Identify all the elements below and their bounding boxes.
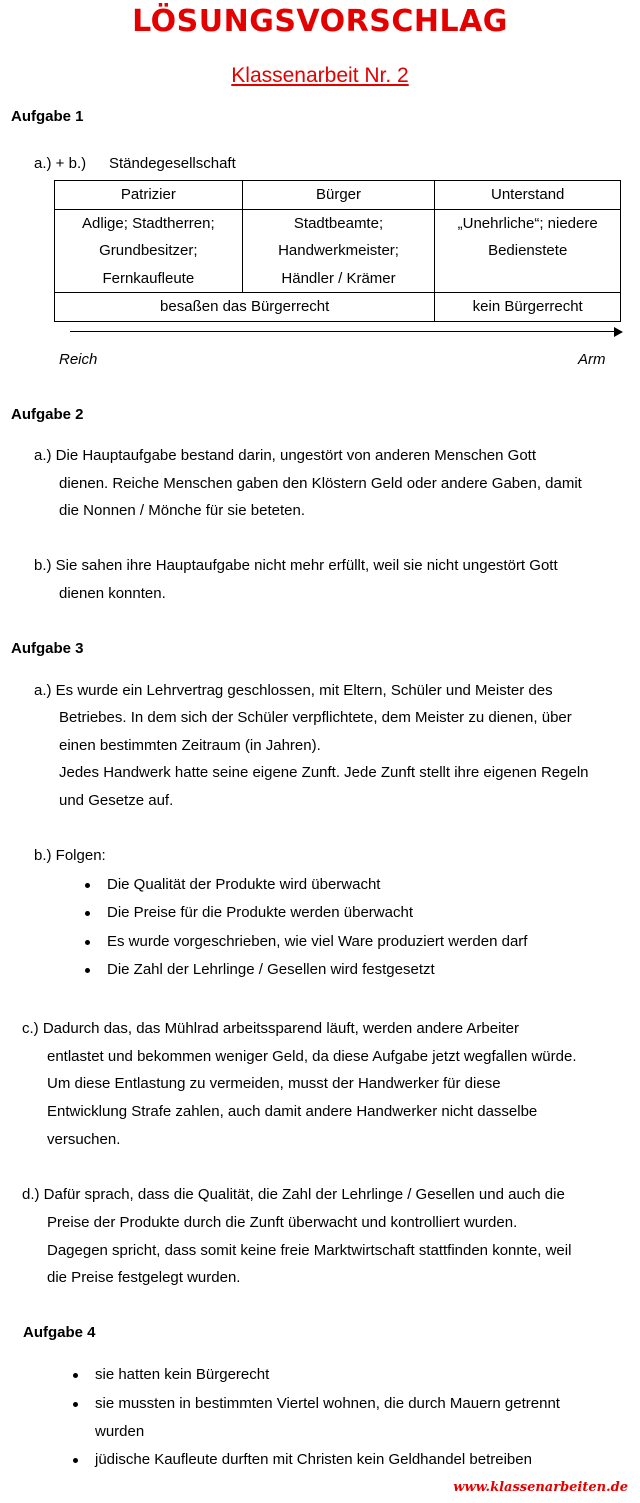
aufgabe3-d-line: Preise der Produkte durch die Zunft überwacht und kontrolliert wurden. xyxy=(47,1214,518,1231)
table-header-row xyxy=(55,181,621,210)
cell-line: Handwerkmeister; xyxy=(278,242,399,259)
list-item: jüdische Kaufleute durften mit Christen kein Geldhandel betreiben xyxy=(95,1451,532,1468)
axis-label-arm: Arm xyxy=(578,351,606,368)
cell-line: Stadtbeamte; xyxy=(293,214,384,232)
table-title: Ständegesellschaft xyxy=(109,155,236,172)
cell-unterstand xyxy=(435,209,621,293)
list-item: Die Preise für die Produkte werden überwacht xyxy=(107,904,413,921)
cell-line: „Unehrliche“; niedere xyxy=(457,214,598,232)
cell-buergerrecht: besaßen das Bürgerrecht xyxy=(55,293,435,322)
list-item: Es wurde vorgeschrieben, wie viel Ware produziert werden darf xyxy=(107,933,528,950)
list-item: sie hatten kein Bürgerecht xyxy=(95,1366,270,1383)
cell-line: Bedienstete xyxy=(488,242,568,259)
wealth-arrow-line xyxy=(70,331,618,332)
page-title: LÖSUNGSVORSCHLAG xyxy=(132,4,508,39)
bullet-icon xyxy=(73,1402,78,1407)
bullet-icon xyxy=(73,1458,78,1463)
cell-buerger xyxy=(242,209,435,293)
aufgabe2-a-line: dienen. Reiche Menschen gaben den Klöstern Geld oder andere Gaben, damit xyxy=(59,475,582,492)
aufgabe3-a-line: a.) Es wurde ein Lehrvertrag geschlossen, mit Eltern, Schüler und Meister des xyxy=(34,682,553,699)
aufgabe3-c-line: Entwicklung Strafe zahlen, auch damit andere Handwerker nicht dasselbe xyxy=(47,1103,538,1120)
aufgabe3-c-line: Um diese Entlastung zu vermeiden, musst der Handwerker für diese xyxy=(47,1075,501,1092)
aufgabe3-c-line: versuchen. xyxy=(47,1131,121,1148)
aufgabe3-d-line: d.) Dafür sprach, dass die Qualität, die Zahl der Lehrlinge / Gesellen und auch die xyxy=(22,1186,565,1203)
col-header-buerger: Bürger xyxy=(242,181,435,210)
list-item-continuation: wurden xyxy=(95,1423,145,1440)
col-header-patrizier: Patrizier xyxy=(55,181,243,210)
bullet-icon xyxy=(85,883,90,888)
heading-aufgabe-3: Aufgabe 3 xyxy=(11,640,84,657)
aufgabe3-a-line: Betriebes. In dem sich der Schüler verpflichtete, dem Meister zu dienen, über xyxy=(59,709,572,726)
aufgabe2-b-line: b.) Sie sahen ihre Hauptaufgabe nicht mehr erfüllt, weil sie nicht ungestört Gott xyxy=(34,557,558,574)
aufgabe3-c-line: entlastet und bekommen weniger Geld, da diese Aufgabe jetzt wegfallen würde. xyxy=(47,1048,577,1065)
list-item: Die Qualität der Produkte wird überwacht xyxy=(107,876,381,893)
cell-patrizier xyxy=(55,209,243,293)
aufgabe2-a-line: die Nonnen / Mönche für sie beteten. xyxy=(59,502,305,519)
page-subtitle: Klassenarbeit Nr. 2 xyxy=(231,64,409,87)
aufgabe2-a-line: a.) Die Hauptaufgabe bestand darin, ungestört von anderen Menschen Gott xyxy=(34,447,536,464)
cell-line: Grundbesitzer; xyxy=(99,242,198,259)
bullet-icon xyxy=(73,1373,78,1378)
col-header-unterstand: Unterstand xyxy=(435,181,621,210)
list-item: sie mussten in bestimmten Viertel wohnen, die durch Mauern getrennt xyxy=(95,1395,560,1412)
staende-table xyxy=(54,180,621,322)
axis-label-reich: Reich xyxy=(59,351,98,368)
cell-line: Händler / Krämer xyxy=(281,269,396,287)
aufgabe3-b-label: b.) Folgen: xyxy=(34,847,106,864)
heading-aufgabe-4: Aufgabe 4 xyxy=(23,1324,96,1341)
table-row xyxy=(55,209,621,293)
aufgabe3-d-line: Dagegen spricht, dass somit keine freie Marktwirtschaft stattfinden konnte, weil xyxy=(47,1242,572,1259)
aufgabe2-b-line: dienen konnten. xyxy=(59,585,166,602)
aufgabe3-c-line: c.) Dadurch das, das Mühlrad arbeitssparend läuft, werden andere Arbeiter xyxy=(22,1020,519,1037)
watermark-link[interactable]: www.klassenarbeiten.de xyxy=(453,1480,628,1495)
bullet-icon xyxy=(85,968,90,973)
aufgabe3-a-line: und Gesetze auf. xyxy=(59,792,174,809)
bullet-icon xyxy=(85,940,90,945)
cell-kein-buergerrecht: kein Bürgerrecht xyxy=(435,293,621,322)
bullet-icon xyxy=(85,911,90,916)
aufgabe1-label: a.) + b.) xyxy=(34,155,87,172)
cell-line: Adlige; Stadtherren; xyxy=(82,214,215,232)
arrow-head-icon xyxy=(614,327,623,337)
heading-aufgabe-1: Aufgabe 1 xyxy=(11,108,84,125)
aufgabe3-d-line: die Preise festgelegt wurden. xyxy=(47,1269,241,1286)
list-item: Die Zahl der Lehrlinge / Gesellen wird festgesetzt xyxy=(107,961,435,978)
aufgabe3-a-line: Jedes Handwerk hatte seine eigene Zunft. Jede Zunft stellt ihre eigenen Regeln xyxy=(59,764,589,781)
heading-aufgabe-2: Aufgabe 2 xyxy=(11,406,84,423)
table-footer-row xyxy=(55,293,621,322)
aufgabe3-a-line: einen bestimmten Zeitraum (in Jahren). xyxy=(59,737,321,754)
cell-line: Fernkaufleute xyxy=(102,269,195,287)
